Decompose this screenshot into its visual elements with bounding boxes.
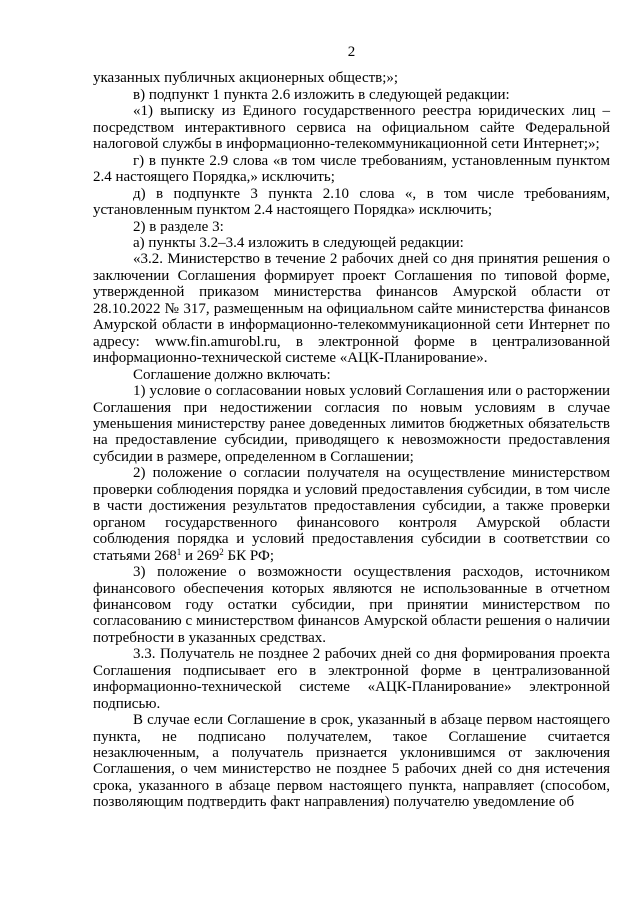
paragraph: г) в пункте 2.9 слова «в том числе требованиям, установленным пунктом 2.4 настоящего Порядка,» исключить; xyxy=(93,152,610,186)
paragraph: д) в подпункте 3 пункта 2.10 слова «, в том числе требованиям, установленным пунктом 2.4 настоящего Порядка» исключить; xyxy=(93,185,610,219)
superscript: 2 xyxy=(219,546,224,557)
document-page xyxy=(93,44,610,811)
paragraph-text: 2) положение о согласии получателя на осуществление министерством проверки соблюдения порядка и условий предоставления субсидии, в том числе в части достижения результатов предоставления субсидии, а также проверки органом государственного финансового контроля Амурской области соблюдения порядка и условий предоставления субсидии в соответствии со статьями 268 xyxy=(93,465,610,564)
superscript: 1 xyxy=(176,546,182,557)
paragraph xyxy=(93,465,610,564)
paragraph: В случае если Соглашение в срок, указанный в абзаце первом настоящего пункта, не подписано получателем, такое Соглашение считается незаключенным, а получатель признается уклонившимся от заключения Соглашения, о чем министерство не позднее 5 рабочих дней со дня истечения срока, указанного в абзаце первом настоящего пункта, направляет (способом, позволяющим подтвердить факт направления) получателю уведомление об xyxy=(93,712,610,811)
paragraph-group xyxy=(93,564,610,811)
paragraph: «3.2. Министерство в течение 2 рабочих дней со дня принятия решения о заключении Соглашения формирует проект Соглашения по типовой форме, утвержденной приказом министерства финансов Амурской области от 28.10.2022 № 317, размещенным на официальном сайте министерства финансов Амурской области в информационно-телекоммуникационной сети Интернет по адресу: www.fin.amurobl.ru, в электронной форме в централизованной информационно-технической системе «АЦК-Планирование». xyxy=(93,251,610,367)
paragraph-text: и 269 xyxy=(181,547,220,564)
paragraph: Соглашение должно включать: xyxy=(133,366,331,383)
paragraph-text: БК РФ; xyxy=(223,547,274,564)
paragraph: «1) выписку из Единого государственного реестра юридических лиц – посредством интерактивного сервиса на официальном сайте Федеральной налоговой службы в информационно-телекоммуникационной сети Интернет;»; xyxy=(93,103,610,153)
paragraph: 2) в разделе 3: xyxy=(133,218,224,235)
paragraph: 3.3. Получатель не позднее 2 рабочих дней со дня формирования проекта Соглашения подписывает его в электронной форме в централизованной информационно-технической системе «АЦК-Планирование» электронной подписью. xyxy=(93,646,610,712)
paragraph: а) пункты 3.2–3.4 изложить в следующей редакции: xyxy=(133,234,464,251)
paragraph-group xyxy=(93,70,610,465)
page-number: 2 xyxy=(347,44,356,60)
paragraph: указанных публичных акционерных обществ;»; xyxy=(93,70,399,87)
paragraph: в) подпункт 1 пункта 2.6 изложить в следующей редакции: xyxy=(133,86,510,103)
paragraph: 3) положение о возможности осуществления расходов, источником финансового обеспечения которых являются не использованные в отчетном финансовом году остатки субсидии, при принятии министерством по согласованию с министерством финансов Амурской области решения о наличии потребности в указанных средствах. xyxy=(93,564,610,646)
paragraph: 1) условие о согласовании новых условий Соглашения или о расторжении Соглашения при недостижении согласия по новым условиям в случае уменьшения министерству ранее доведенных лимитов бюджетных обязательств на предоставление субсидии, приводящего к невозможности предоставления субсидии в размере, определенном в Соглашении; xyxy=(93,383,610,465)
